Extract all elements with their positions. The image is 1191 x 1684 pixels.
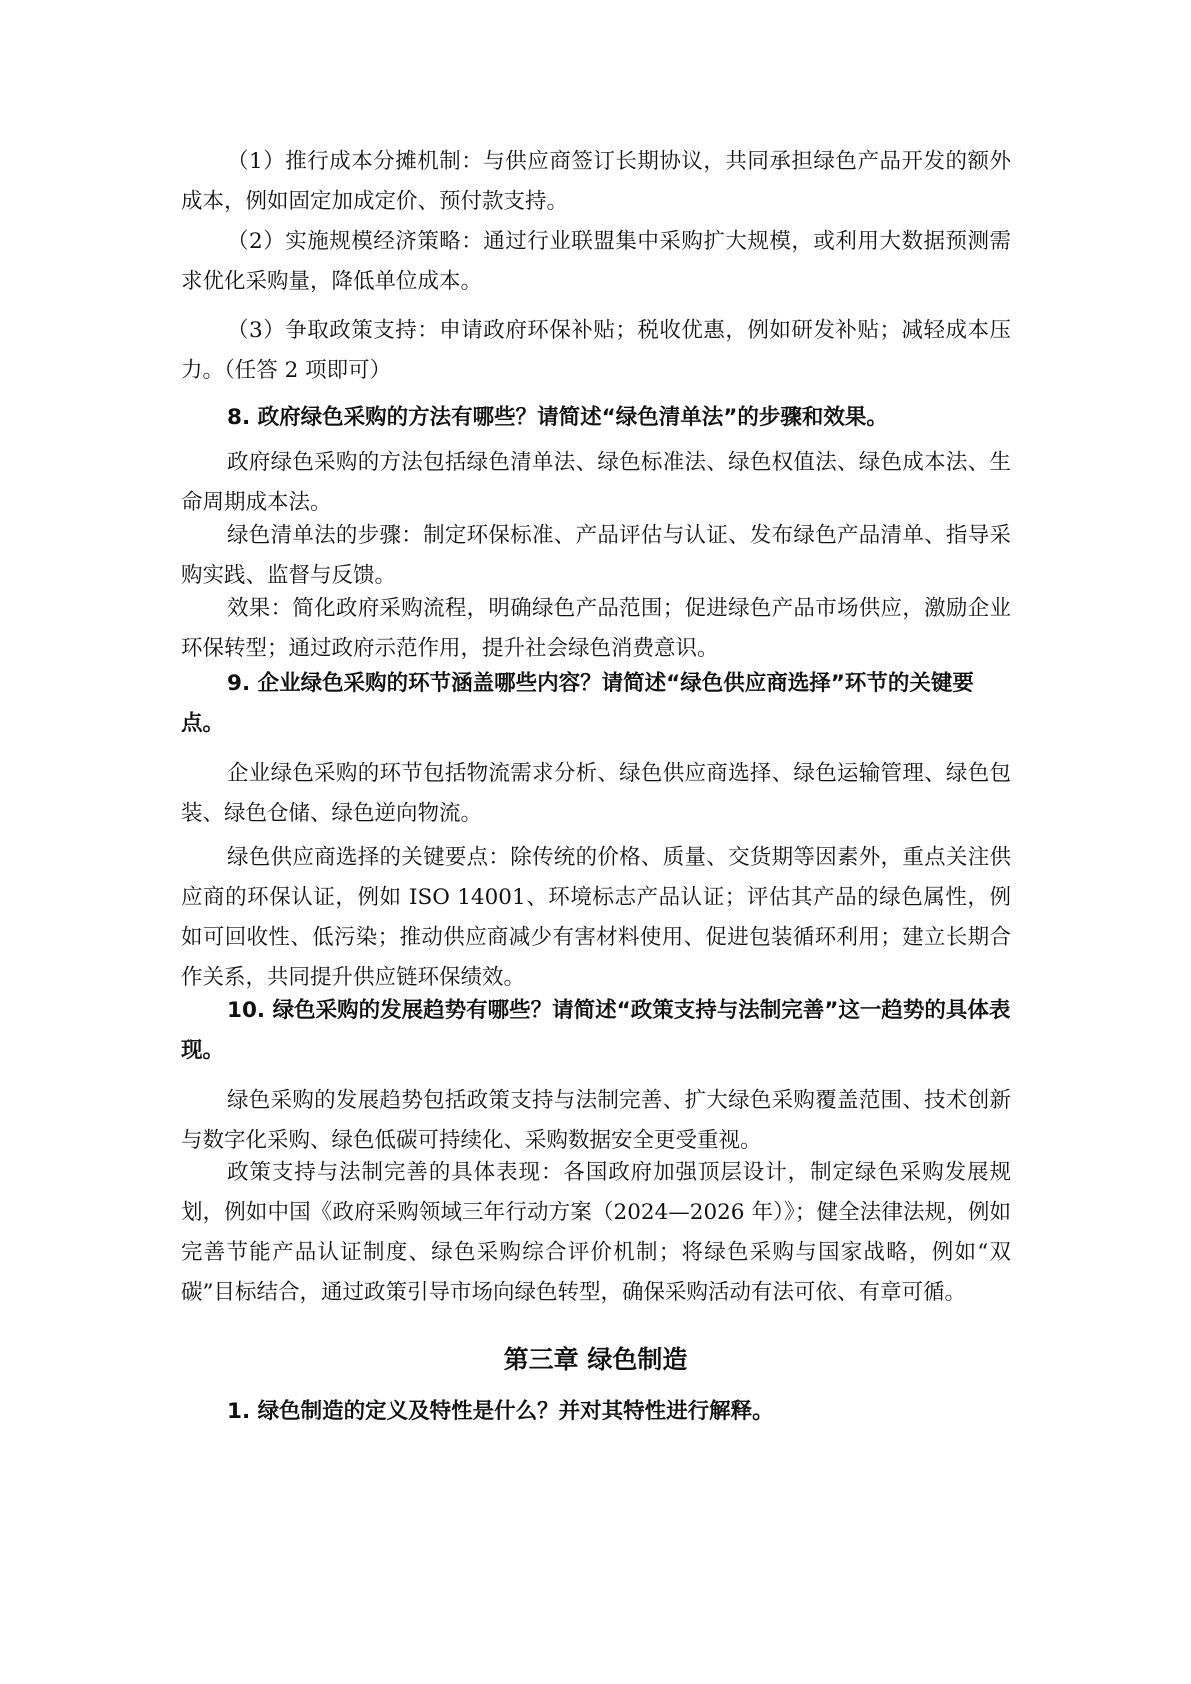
question-10: 10. 绿色采购的发展趋势有哪些？请简述“政策支持与法制完善”这一趋势的具体表现。 — [181, 998, 1011, 1063]
answer-10-policy: 政策支持与法制完善的具体表现：各国政府加强顶层设计，制定绿色采购发展规划，例如中国《政府采购领域三年行动方案（2024—2026 年）》；健全法律法规，例如完善节能产品认证制度、绿色采购综合评价机制；将绿色采购与国家战略，例如“双碳”目标结合，通过政策引导市场向绿色转型，确保采购活动有法可依、有章可循。 — [181, 1160, 1011, 1305]
paragraph-scale-economy: （2）实施规模经济策略：通过行业联盟集中采购扩大规模，或利用大数据预测需求优化采购量，降低单位成本。 — [181, 229, 1011, 294]
chapter-title: 第三章 绿色制造 — [503, 1345, 688, 1374]
answer-8-effects: 效果：简化政府采购流程，明确绿色产品范围；促进绿色产品市场供应，激励企业环保转型；通过政府示范作用，提升社会绿色消费意识。 — [181, 596, 1011, 661]
answer-8-methods: 政府绿色采购的方法包括绿色清单法、绿色标准法、绿色权值法、绿色成本法、生命周期成本法。 — [181, 450, 1011, 515]
question-8: 8. 政府绿色采购的方法有哪些？请简述“绿色清单法”的步骤和效果。 — [227, 405, 888, 430]
paragraph-cost-sharing: （1）推行成本分摊机制：与供应商签订长期协议，共同承担绿色产品开发的额外成本，例如固定加成定价、预付款支持。 — [181, 149, 1011, 214]
paragraph-policy-support: （3）争取政策支持：申请政府环保补贴；税收优惠，例如研发补贴；减轻成本压力。（任答 2 项即可） — [181, 318, 1011, 383]
answer-8-steps: 绿色清单法的步骤：制定环保标准、产品评估与认证、发布绿色产品清单、指导采购实践、监督与反馈。 — [181, 523, 1011, 588]
question-9: 9. 企业绿色采购的环节涵盖哪些内容？请简述“绿色供应商选择”环节的关键要点。 — [181, 671, 974, 736]
chapter-3-question-1: 1. 绿色制造的定义及特性是什么？并对其特性进行解释。 — [227, 1399, 774, 1424]
answer-9-key-points: 绿色供应商选择的关键要点：除传统的价格、质量、交货期等因素外，重点关注供应商的环保认证，例如 ISO 14001、环境标志产品认证；评估其产品的绿色属性，例如可回收性、低污染；推动供应商减少有害材料使用、促进包装循环利用；建立长期合作关系，共同提升供应链环保绩效。 — [181, 845, 1011, 990]
answer-9-stages: 企业绿色采购的环节包括物流需求分析、绿色供应商选择、绿色运输管理、绿色包装、绿色仓储、绿色逆向物流。 — [181, 761, 1011, 826]
answer-10-trends: 绿色采购的发展趋势包括政策支持与法制完善、扩大绿色采购覆盖范围、技术创新与数字化采购、绿色低碳可持续化、采购数据安全更受重视。 — [181, 1088, 1011, 1153]
